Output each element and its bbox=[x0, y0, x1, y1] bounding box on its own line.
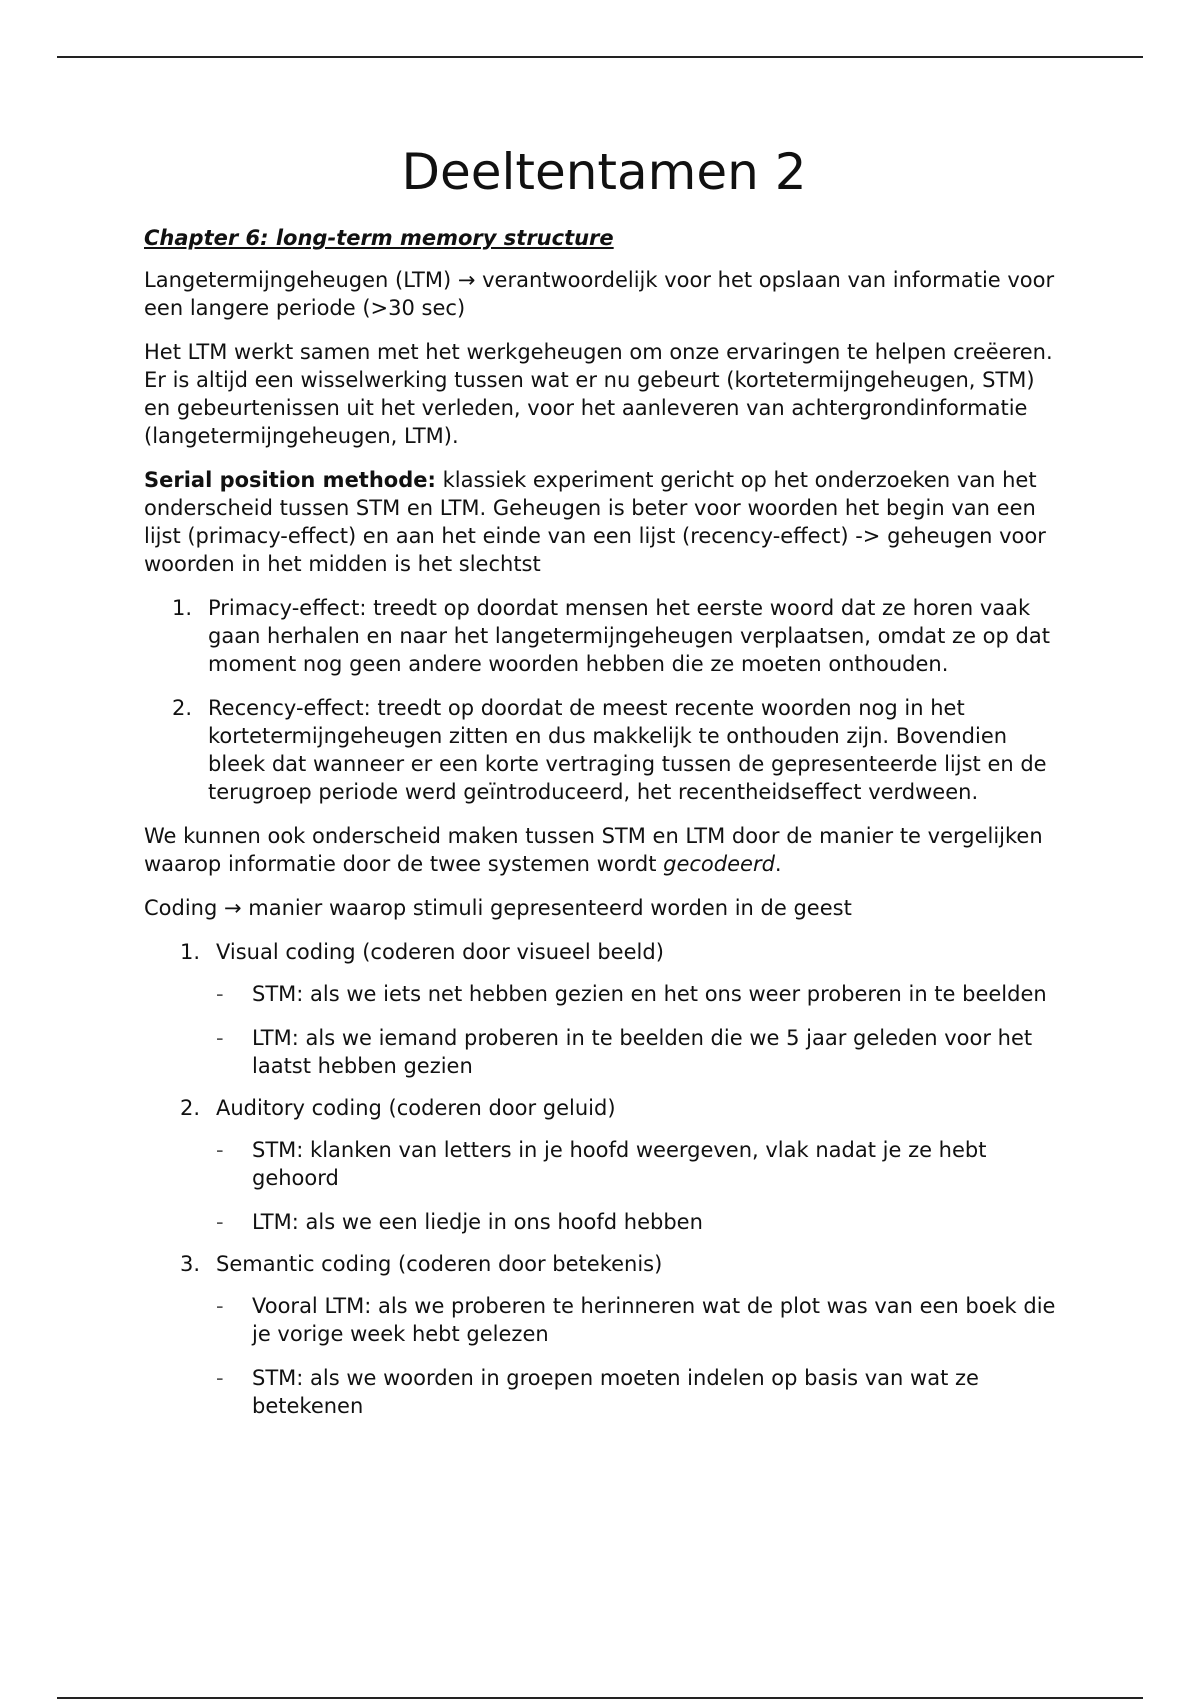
bullet-item bbox=[216, 980, 1064, 1008]
paragraph-serial-position bbox=[144, 466, 1064, 578]
dash-bullet: - bbox=[216, 1026, 224, 1050]
list-number: 2. bbox=[172, 696, 193, 720]
coding-type-label: Visual coding (coderen door visueel beeld) bbox=[216, 940, 664, 964]
document-page bbox=[144, 140, 1064, 1436]
dash-bullet: - bbox=[216, 1366, 224, 1390]
bullet-text: LTM: als we iemand proberen in te beelden die we 5 jaar geleden voor het laatst hebben gezien bbox=[252, 1026, 1033, 1078]
coding-examples bbox=[216, 1136, 1064, 1236]
top-rule bbox=[57, 56, 1143, 58]
coding-list bbox=[144, 938, 1064, 1420]
effects-list bbox=[144, 594, 1064, 806]
bullet-item bbox=[216, 1136, 1064, 1192]
dash-bullet: - bbox=[216, 1294, 224, 1318]
list-item bbox=[144, 1250, 1064, 1420]
list-number: 3. bbox=[180, 1252, 201, 1276]
list-item bbox=[144, 938, 1064, 1080]
list-item-text: Primacy-effect: treedt op doordat mensen het eerste woord dat ze horen vaak gaan herhalen en naar het langetermijngeheugen verplaatsen, omdat ze op dat moment nog geen andere woorden hebben die ze moeten onthouden. bbox=[208, 596, 1050, 676]
list-item bbox=[144, 694, 1064, 806]
list-number: 1. bbox=[180, 940, 201, 964]
dash-bullet: - bbox=[216, 982, 224, 1006]
list-item bbox=[144, 594, 1064, 678]
encoding-end: . bbox=[774, 852, 782, 876]
coding-type-label: Auditory coding (coderen door geluid) bbox=[216, 1096, 616, 1120]
page-title: Deeltentamen 2 bbox=[401, 143, 807, 201]
paragraph-encoding bbox=[144, 822, 1064, 878]
coding-examples bbox=[216, 980, 1064, 1080]
chapter-heading: Chapter 6: long-term memory structure bbox=[144, 226, 614, 250]
list-number: 1. bbox=[172, 596, 193, 620]
bottom-rule bbox=[57, 1697, 1143, 1699]
list-item bbox=[144, 1094, 1064, 1236]
bullet-text: STM: als we iets net hebben gezien en het ons weer proberen in te beelden bbox=[252, 982, 1047, 1006]
paragraph-ltm-definition: Langetermijngeheugen (LTM) → verantwoordelijk voor het opslaan van informatie voor een langere periode (>30 sec) bbox=[144, 268, 1055, 320]
bullet-text: LTM: als we een liedje in ons hoofd hebben bbox=[252, 1210, 703, 1234]
bullet-item bbox=[216, 1024, 1064, 1080]
encoding-term: gecodeerd bbox=[663, 852, 775, 876]
dash-bullet: - bbox=[216, 1210, 224, 1234]
bullet-item bbox=[216, 1208, 1064, 1236]
serial-position-text: klassiek experiment gericht op het onderzoeken van het onderscheid tussen STM en LTM. Geheugen is beter voor woorden het begin van een lijst (primacy-effect) en aan het einde van een lijst (recency-effect) -> geheugen voor woorden in het midden is het slechtst bbox=[144, 468, 1046, 576]
list-number: 2. bbox=[180, 1096, 201, 1120]
bullet-text: Vooral LTM: als we proberen te herinneren wat de plot was van een boek die je vorige week hebt gelezen bbox=[252, 1294, 1056, 1346]
paragraph-coding: Coding → manier waarop stimuli gepresenteerd worden in de geest bbox=[144, 896, 852, 920]
bullet-text: STM: als we woorden in groepen moeten indelen op basis van wat ze betekenen bbox=[252, 1366, 979, 1418]
dash-bullet: - bbox=[216, 1138, 224, 1162]
list-item-text: Recency-effect: treedt op doordat de meest recente woorden nog in het kortetermijngeheugen zitten en dus makkelijk te onthouden zijn. Bovendien bleek dat wanneer er een korte vertraging tussen de gepresenteerde lijst en de terugroep periode werd geïntroduceerd, het recentheidseffect verdween. bbox=[208, 696, 1047, 804]
coding-examples bbox=[216, 1292, 1064, 1420]
encoding-text: We kunnen ook onderscheid maken tussen STM en LTM door de manier te vergelijken waarop informatie door de twee systemen wordt bbox=[144, 824, 1043, 876]
bullet-item bbox=[216, 1364, 1064, 1420]
serial-position-term: Serial position methode: bbox=[144, 468, 436, 492]
bullet-text: STM: klanken van letters in je hoofd weergeven, vlak nadat je ze hebt gehoord bbox=[252, 1138, 987, 1190]
bullet-item bbox=[216, 1292, 1064, 1348]
paragraph-ltm-working-memory: Het LTM werkt samen met het werkgeheugen om onze ervaringen te helpen creëeren. Er is altijd een wisselwerking tussen wat er nu gebeurt (kortetermijngeheugen, STM) en gebeurtenissen uit het verleden, voor het aanleveren van achtergrondinformatie (langetermijngeheugen, LTM). bbox=[144, 340, 1053, 448]
coding-type-label: Semantic coding (coderen door betekenis) bbox=[216, 1252, 663, 1276]
